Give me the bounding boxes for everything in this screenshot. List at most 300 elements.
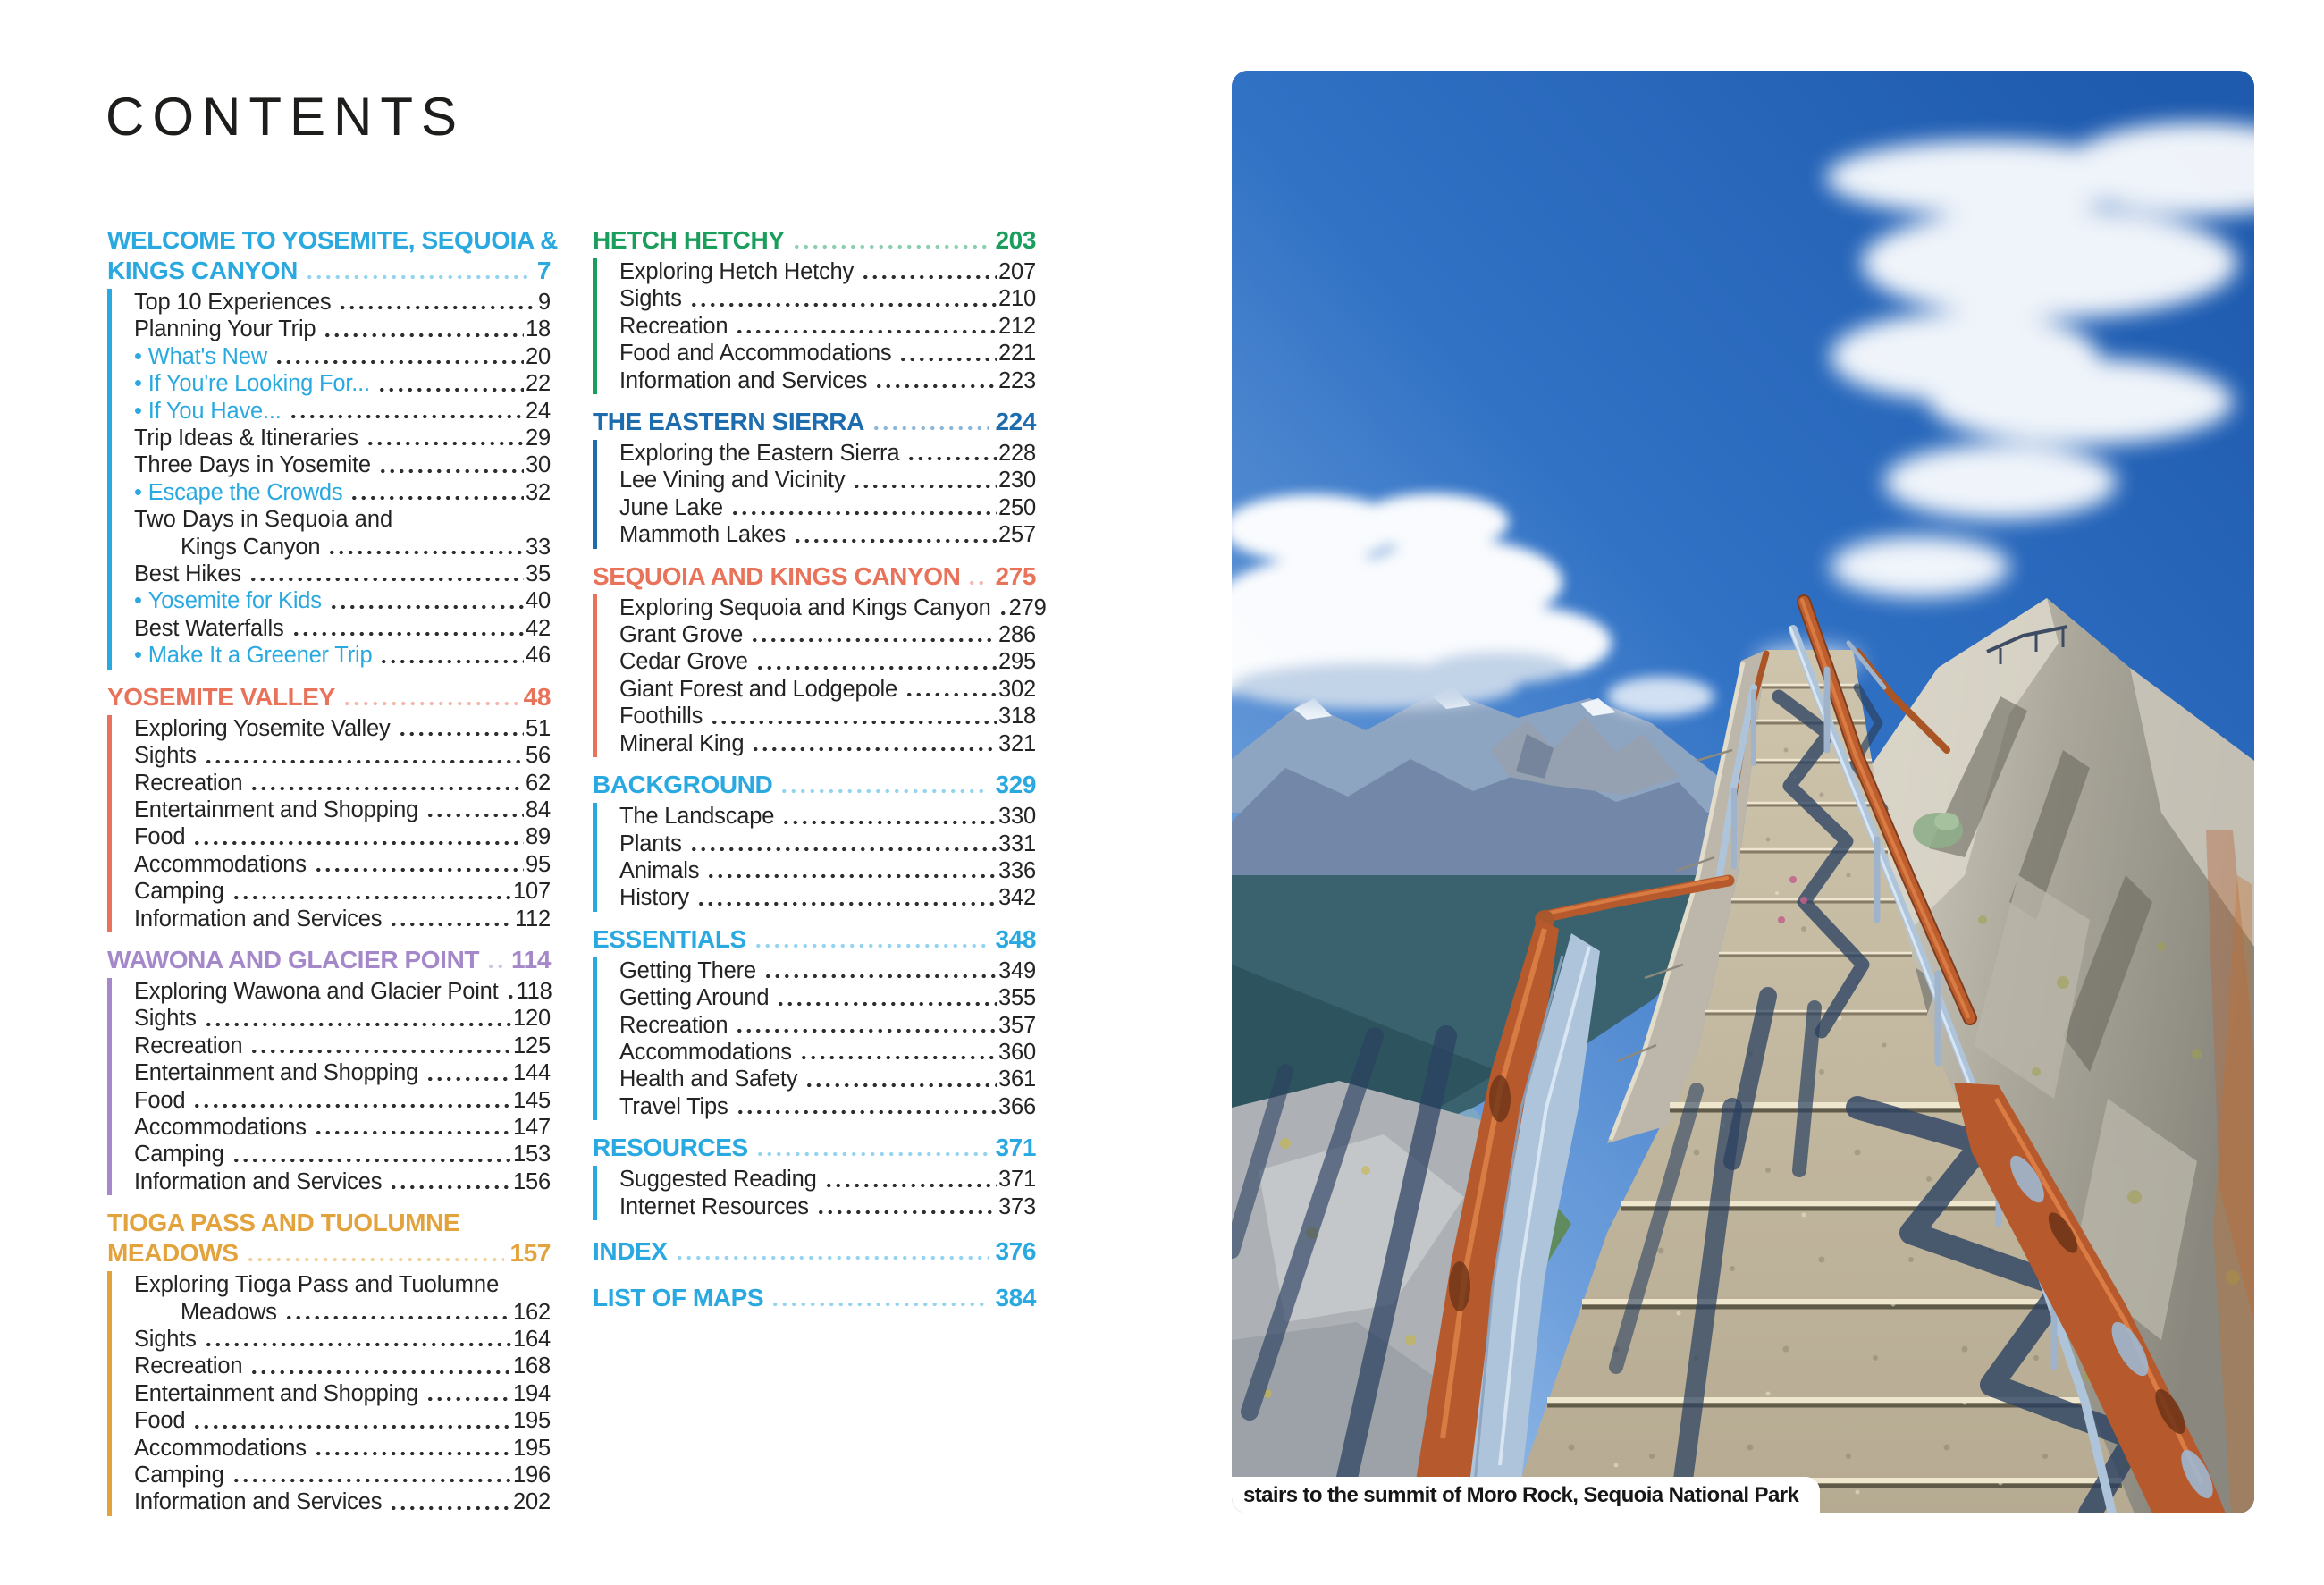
photo-illustration <box>1232 71 2254 1513</box>
toc-item <box>619 467 1036 493</box>
section-title-text: SEQUOIA AND KINGS CANYON <box>593 561 961 590</box>
toc-item-page-number: 223 <box>998 367 1036 393</box>
toc-item-label: Information and Services <box>134 1168 383 1194</box>
toc-item-label: Best Hikes <box>134 561 241 587</box>
toc-section <box>593 407 1036 549</box>
section-page-number: 48 <box>523 682 551 711</box>
toc-item <box>134 561 551 587</box>
section-title-text: YOSEMITE VALLEY <box>107 682 335 711</box>
toc-item <box>619 884 1036 911</box>
toc-item-label: Recreation <box>619 1012 728 1038</box>
leader-dots <box>425 1060 511 1087</box>
toc-section <box>107 682 551 932</box>
toc-item-label: Top 10 Experiences <box>134 290 332 315</box>
toc-item <box>619 1012 1036 1039</box>
leader-dots <box>314 851 524 878</box>
leader-dots <box>314 1435 511 1462</box>
toc-item <box>619 1193 1036 1220</box>
leader-dots <box>232 879 511 906</box>
leader-dots <box>906 440 997 467</box>
toc-item-label: Information and Services <box>134 1489 383 1515</box>
toc-section <box>593 561 1047 757</box>
section-title-text: THE EASTERN SIERRA <box>593 408 864 436</box>
toc-item-label: Recreation <box>619 313 728 339</box>
section-title <box>593 1236 1036 1267</box>
leader-dots <box>486 945 506 975</box>
toc-item-label: Grant Grove <box>619 622 744 648</box>
toc-item-label: Getting There <box>619 957 756 983</box>
section-title-text: RESOURCES <box>593 1134 748 1162</box>
leader-dots <box>781 804 997 830</box>
toc-section <box>593 1283 1036 1313</box>
toc-item-text: If You're Looking For... <box>147 371 370 397</box>
leader-dots <box>816 1193 997 1220</box>
section-page-number: 329 <box>995 771 1036 799</box>
leader-dots <box>329 588 524 615</box>
section-page-number: 203 <box>995 226 1036 254</box>
toc-item-text: If You Have... <box>147 398 282 424</box>
toc-item-page-number: 20 <box>526 343 551 369</box>
leader-dots <box>696 885 997 912</box>
toc-item <box>134 289 551 316</box>
leader-dots <box>763 957 997 984</box>
leader-dots <box>389 1489 511 1516</box>
section-page-number: 384 <box>995 1283 1036 1311</box>
section-item-list <box>593 1166 1036 1220</box>
leader-dots <box>689 830 997 857</box>
leader-dots <box>874 367 997 394</box>
toc-item-label: Cedar Grove <box>619 649 748 675</box>
toc-section <box>593 1133 1036 1220</box>
toc-item <box>619 594 1047 621</box>
toc-item <box>134 1005 551 1032</box>
toc-item <box>619 676 1036 703</box>
toc-item-label: Information and Services <box>619 367 868 393</box>
toc-item-label: Meadows <box>181 1299 277 1325</box>
toc-item <box>134 370 551 397</box>
toc-item-label: Food and Accommodations <box>619 341 892 367</box>
leader-dots <box>284 1299 511 1326</box>
toc-item-label: Entertainment and Shopping <box>134 1060 419 1086</box>
toc-item <box>619 803 1036 830</box>
toc-item-text: Escape the Crowds <box>147 479 343 505</box>
toc-item-label: History <box>619 885 689 911</box>
toc-item-label: June Lake <box>619 494 723 520</box>
toc-item <box>619 494 1036 521</box>
toc-item-page-number: 321 <box>998 730 1036 756</box>
toc-item-text: What's New <box>147 343 267 369</box>
leader-dots <box>770 1283 989 1313</box>
toc-item-label: Foothills <box>619 704 703 729</box>
leader-dots <box>730 494 997 521</box>
toc-item-label: Recreation <box>134 1033 243 1058</box>
leader-dots <box>998 594 1007 621</box>
toc-item <box>134 1380 551 1407</box>
toc-item-first-line: Exploring Tioga Pass and Tuolumne <box>134 1272 500 1298</box>
toc-item-page-number: 46 <box>526 643 551 669</box>
toc-section <box>593 770 1036 912</box>
section-title <box>107 945 551 975</box>
toc-item-page-number: 331 <box>998 830 1036 856</box>
leader-dots <box>861 258 997 285</box>
section-title <box>593 407 1036 437</box>
toc-item <box>134 1059 551 1086</box>
toc-item-first-line: Two Days in Sequoia and <box>134 507 393 533</box>
toc-item-label: Lee Vining and Vicinity <box>619 468 846 493</box>
leader-dots <box>736 1093 997 1120</box>
toc-item-label: Accommodations <box>134 1114 307 1140</box>
toc-item-page-number: 355 <box>998 985 1036 1011</box>
section-title <box>107 1208 551 1238</box>
leader-dots <box>710 704 997 730</box>
toc-item-page-number: 162 <box>513 1299 551 1325</box>
leader-dots <box>389 1168 511 1195</box>
leader-dots <box>204 1326 511 1353</box>
leader-dots <box>192 824 524 851</box>
toc-item-label: Best Waterfalls <box>134 615 284 641</box>
toc-item-page-number: 51 <box>526 715 551 741</box>
toc-item-page-number: 336 <box>998 857 1036 883</box>
toc-item <box>619 957 1036 984</box>
section-title <box>107 682 551 712</box>
section-title-text: WAWONA AND GLACIER POINT <box>107 945 480 974</box>
section-title <box>107 1238 551 1269</box>
leader-dots <box>793 522 997 549</box>
leader-dots <box>852 468 997 494</box>
toc-item-page-number: 194 <box>513 1380 551 1406</box>
section-title <box>593 1283 1036 1313</box>
section-title <box>593 561 1036 592</box>
leader-dots <box>792 225 990 256</box>
toc-item-text: Make It a Greener Trip <box>147 643 373 669</box>
section-page-number: 7 <box>536 257 551 284</box>
toc-item <box>619 367 1036 394</box>
leader-dots <box>377 371 524 398</box>
section-title-text: KINGS CANYON <box>107 257 298 284</box>
section-title <box>107 225 558 256</box>
section-item-list <box>593 803 1036 912</box>
toc-item <box>134 1488 551 1515</box>
toc-section <box>107 225 558 670</box>
toc-item-page-number: 250 <box>998 494 1036 520</box>
leader-dots <box>506 978 515 1005</box>
toc-item-label: Camping <box>134 879 224 905</box>
toc-item-text: Yosemite for Kids <box>147 588 322 614</box>
toc-item-label: Food <box>134 824 186 850</box>
section-item-list <box>593 258 1036 394</box>
toc-item-label: Suggested Reading <box>619 1167 817 1193</box>
toc-item-label: Exploring Yosemite Valley <box>134 715 391 741</box>
toc-item-page-number: 144 <box>513 1060 551 1086</box>
toc-item-page-number: 230 <box>998 468 1036 493</box>
leader-dots <box>246 1238 505 1269</box>
section-page-number: 371 <box>995 1134 1036 1162</box>
leader-dots <box>204 1006 511 1033</box>
toc-item-label: Getting Around <box>619 985 770 1011</box>
section-item-list <box>593 440 1036 549</box>
section-page-number: 114 <box>511 945 551 974</box>
toc-item-label: The Landscape <box>619 804 775 830</box>
section-title <box>593 924 1036 955</box>
toc-item <box>619 730 1036 757</box>
toc-item-page-number: 210 <box>998 286 1036 312</box>
leader-dots <box>389 906 513 932</box>
toc-item <box>134 534 551 561</box>
toc-item <box>134 797 551 823</box>
toc-item-label: Mammoth Lakes <box>619 522 786 548</box>
leader-dots <box>755 1133 990 1163</box>
bullet-icon: • <box>134 643 142 669</box>
section-title <box>593 225 1036 256</box>
toc-item <box>134 823 551 850</box>
toc-item-label: Sights <box>619 286 682 312</box>
toc-item-page-number: 360 <box>998 1039 1036 1065</box>
leader-dots <box>750 621 997 648</box>
toc-item-page-number: 62 <box>526 770 551 796</box>
leader-dots <box>799 1039 997 1066</box>
toc-item-label: Sights <box>134 1327 197 1352</box>
toc-column-right <box>593 225 1047 1326</box>
toc-item <box>134 1114 551 1141</box>
toc-item-label: Sights <box>134 743 197 769</box>
leader-dots <box>689 286 997 313</box>
leader-dots <box>398 715 524 742</box>
toc-section <box>593 924 1036 1120</box>
toc-item <box>619 285 1036 312</box>
toc-item-label: Food <box>134 1087 186 1113</box>
toc-item-label <box>134 479 342 506</box>
toc-item-page-number: 357 <box>998 1012 1036 1038</box>
toc-item-page-number: 30 <box>526 452 551 478</box>
leader-dots <box>425 1380 511 1407</box>
leader-dots <box>804 1067 997 1093</box>
toc-item <box>134 451 551 478</box>
bullet-icon: • <box>134 398 142 424</box>
toc-item <box>134 1326 551 1353</box>
toc-item-page-number: 95 <box>526 851 551 877</box>
section-page-number: 376 <box>995 1236 1036 1265</box>
section-title <box>593 1133 1036 1163</box>
toc-item <box>619 1166 1036 1193</box>
toc-item-page-number: 342 <box>998 885 1036 911</box>
section-page-number: 224 <box>995 408 1036 436</box>
toc-item-page-number: 107 <box>513 879 551 905</box>
toc-item-page-number: 24 <box>526 398 551 424</box>
toc-item <box>134 878 551 905</box>
photo-caption: stairs to the summit of Moro Rock, Sequoia National Park <box>1232 1477 1820 1513</box>
section-title <box>107 256 551 286</box>
toc-item-label: Animals <box>619 857 700 883</box>
section-item-list <box>107 289 551 670</box>
toc-item <box>619 1093 1036 1120</box>
toc-item-page-number: 366 <box>998 1093 1036 1119</box>
toc-item-page-number: 89 <box>526 824 551 850</box>
toc-item-page-number: 22 <box>526 371 551 397</box>
toc-item-label: Food <box>134 1408 186 1434</box>
toc-item-page-number: 32 <box>526 479 551 505</box>
toc-item <box>619 648 1036 675</box>
toc-item <box>134 1462 551 1488</box>
toc-item-page-number: 279 <box>1008 594 1047 620</box>
leader-dots <box>204 743 524 770</box>
toc-item <box>134 1407 551 1434</box>
toc-item <box>134 642 551 669</box>
toc-item-label: Entertainment and Shopping <box>134 1380 419 1406</box>
toc-item-label: Plants <box>619 830 682 856</box>
leader-dots <box>425 797 524 823</box>
toc-item <box>619 313 1036 340</box>
toc-item-page-number: 195 <box>513 1435 551 1461</box>
leader-dots <box>249 770 524 797</box>
toc-item-page-number: 145 <box>513 1087 551 1113</box>
toc-item-page-number: 228 <box>998 441 1036 467</box>
leader-dots <box>342 682 518 712</box>
toc-item <box>134 1033 551 1059</box>
toc-item-label: Mineral King <box>619 730 745 756</box>
toc-item <box>134 1353 551 1379</box>
toc-item-page-number: 9 <box>538 290 551 315</box>
moro-rock-photo <box>1232 71 2254 1513</box>
leader-dots <box>349 479 524 506</box>
toc-item-page-number: 371 <box>998 1167 1036 1193</box>
toc-item-page-number: 118 <box>516 978 552 1004</box>
toc-item <box>134 1299 551 1326</box>
leader-dots <box>232 1462 511 1488</box>
toc-item-page-number: 212 <box>998 313 1036 339</box>
section-title <box>593 770 1036 800</box>
leader-dots <box>248 561 524 587</box>
leader-dots <box>323 316 524 343</box>
leader-dots <box>192 1408 511 1435</box>
toc-item <box>619 440 1036 467</box>
toc-item-label: Internet Resources <box>619 1193 809 1219</box>
toc-item <box>134 715 551 742</box>
leader-dots <box>314 1114 511 1141</box>
toc-item-label <box>134 398 282 425</box>
toc-item <box>134 479 551 506</box>
toc-item <box>134 1141 551 1168</box>
toc-item-label: Recreation <box>134 1353 243 1379</box>
toc-item-page-number: 33 <box>526 534 551 560</box>
toc-item-label: Health and Safety <box>619 1067 798 1092</box>
toc-item-page-number: 35 <box>526 561 551 587</box>
toc-item <box>619 621 1036 648</box>
toc-item <box>134 978 551 1005</box>
toc-item-page-number: 120 <box>513 1006 551 1032</box>
toc-item-label: Exploring Hetch Hetchy <box>619 259 855 284</box>
toc-item <box>619 1039 1036 1066</box>
toc-item-page-number: 156 <box>513 1168 551 1194</box>
toc-item <box>134 343 551 370</box>
leader-dots <box>898 341 997 367</box>
leader-dots <box>289 398 524 425</box>
leader-dots <box>291 615 525 642</box>
toc-item-page-number: 302 <box>998 676 1036 702</box>
section-title-text: TIOGA PASS AND TUOLUMNE <box>107 1209 460 1237</box>
toc-item-page-number: 196 <box>513 1463 551 1488</box>
toc-item-page-number: 349 <box>998 957 1036 983</box>
toc-item-label: Accommodations <box>619 1039 792 1065</box>
bullet-icon: • <box>134 371 142 397</box>
toc-item-label: Exploring Wawona and Glacier Point <box>134 978 499 1004</box>
section-page-number: 275 <box>995 561 1036 590</box>
leader-dots <box>905 676 997 703</box>
toc-item-page-number: 257 <box>998 522 1036 548</box>
toc-item-page-number: 195 <box>513 1408 551 1434</box>
toc-item-label: Exploring the Eastern Sierra <box>619 441 900 467</box>
leader-dots <box>338 289 536 316</box>
toc-item <box>134 587 551 614</box>
toc-item-label: Camping <box>134 1142 224 1168</box>
toc-item <box>619 258 1036 285</box>
toc-item-page-number: 56 <box>526 743 551 769</box>
toc-item-page-number: 125 <box>513 1033 551 1058</box>
section-item-list <box>107 1271 551 1516</box>
leader-dots <box>735 313 997 340</box>
toc-item-page-number: 373 <box>998 1193 1036 1219</box>
toc-item-label: Sights <box>134 1006 197 1032</box>
toc-item <box>134 770 551 797</box>
leader-dots <box>378 452 524 479</box>
leader-dots <box>755 649 997 676</box>
toc-item <box>134 742 551 769</box>
toc-item <box>619 1066 1036 1092</box>
bullet-icon: • <box>134 588 142 614</box>
toc-item-page-number: 40 <box>526 588 551 614</box>
toc-item-page-number: 318 <box>998 704 1036 729</box>
toc-item <box>619 830 1036 857</box>
toc-item-label: Accommodations <box>134 851 307 877</box>
toc-item-label <box>134 642 372 669</box>
toc-section <box>107 945 551 1195</box>
section-title-text: MEADOWS <box>107 1239 239 1268</box>
leader-dots <box>754 924 990 955</box>
section-page-number: 157 <box>509 1239 551 1268</box>
toc-item-label: Exploring Sequoia and Kings Canyon <box>619 594 991 620</box>
toc-item <box>134 1168 551 1195</box>
toc-item-page-number: 207 <box>998 259 1036 284</box>
toc-item-label: Recreation <box>134 770 243 796</box>
toc-item-page-number: 112 <box>514 906 551 932</box>
toc-item <box>619 984 1036 1011</box>
toc-section <box>593 1236 1036 1267</box>
leader-dots <box>232 1142 511 1168</box>
toc-item-page-number: 84 <box>526 797 551 822</box>
toc-item-label: Kings Canyon <box>181 534 321 560</box>
toc-item <box>134 615 551 642</box>
leader-dots <box>776 985 997 1012</box>
toc-item <box>134 906 551 932</box>
section-title-text: LIST OF MAPS <box>593 1283 764 1311</box>
toc-item-page-number: 29 <box>526 426 551 451</box>
leader-dots <box>192 1087 511 1114</box>
toc-item-page-number: 202 <box>513 1489 551 1515</box>
leader-dots <box>872 407 990 437</box>
toc-item-label: Trip Ideas & Itineraries <box>134 426 358 451</box>
toc-item-label: Entertainment and Shopping <box>134 797 419 822</box>
toc-item-page-number: 42 <box>526 615 551 641</box>
leader-dots <box>379 643 524 670</box>
leader-dots <box>249 1033 511 1059</box>
toc-item-label: Travel Tips <box>619 1093 728 1119</box>
toc-item-page-number: 18 <box>526 316 551 342</box>
leader-dots <box>675 1236 990 1267</box>
leader-dots <box>751 730 997 757</box>
section-item-list <box>593 594 1047 757</box>
leader-dots <box>249 1353 511 1380</box>
toc-item-page-number: 361 <box>998 1067 1036 1092</box>
toc-item-page-number: 330 <box>998 804 1036 830</box>
